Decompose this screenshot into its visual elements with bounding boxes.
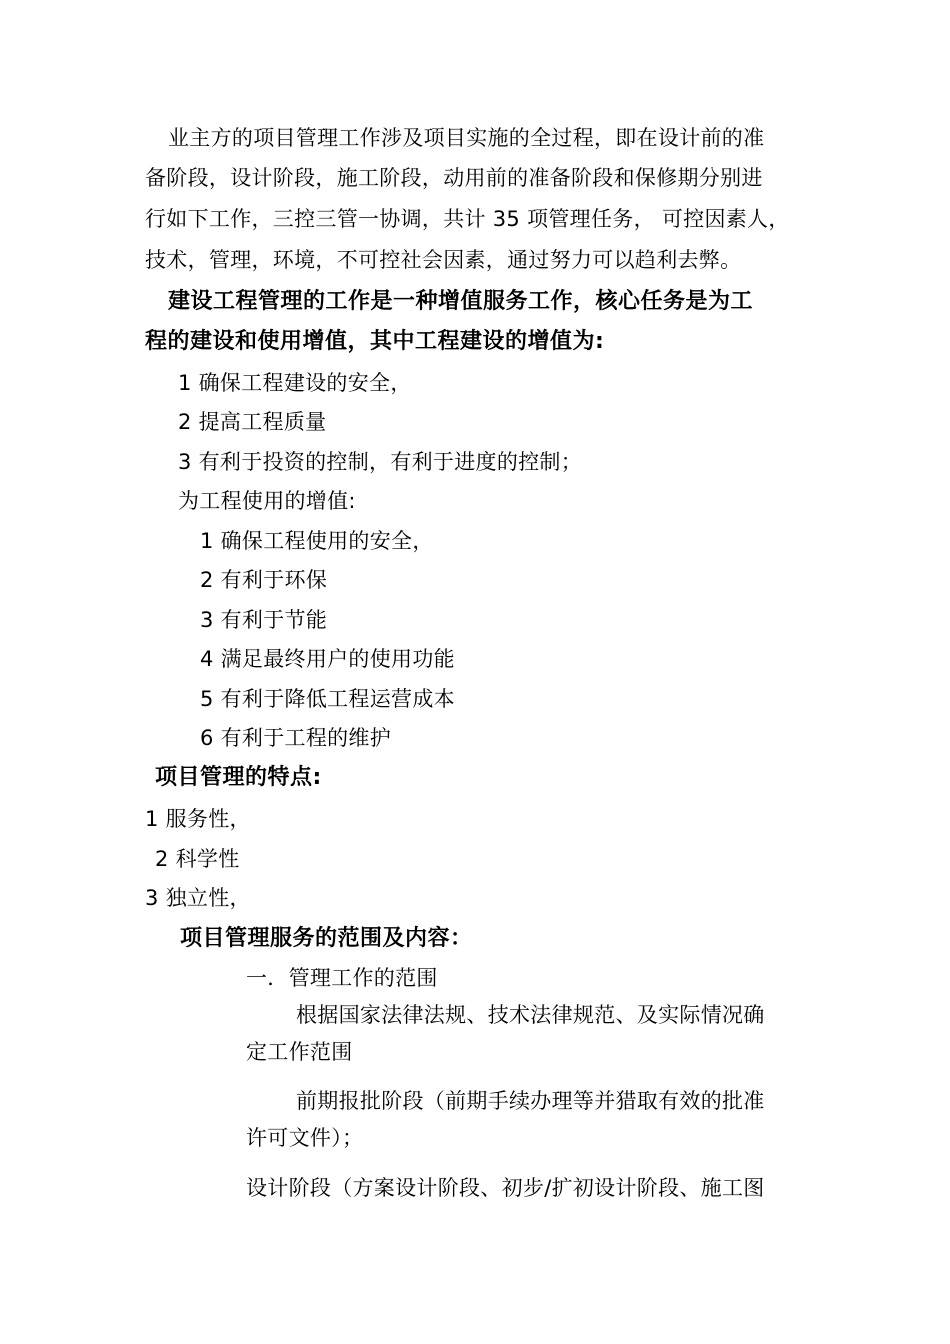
list-item: 1 确保工程建设的安全，: [178, 371, 412, 395]
list-item: 6 有利于工程的维护: [200, 726, 392, 750]
heading-value-added-line-2: 程的建设和使用增值，其中工程建设的增值为:: [145, 329, 605, 354]
scope-para-2-line-2: 许可文件）；: [246, 1126, 364, 1150]
scope-para-2-line-1: 前期报批阶段（前期手续办理等并猎取有效的批准: [296, 1089, 765, 1113]
scope-subheading: 一．管理工作的范围: [246, 966, 438, 990]
scope-para-1-line-2: 定工作范围: [246, 1040, 353, 1064]
list-item: 4 满足最终用户的使用功能: [200, 647, 455, 671]
scope-para-1-line-1: 根据国家法律法规、技术法律规范、及实际情况确: [296, 1003, 765, 1027]
list-item: 3 独立性，: [145, 886, 251, 910]
list-item: 1 服务性，: [145, 807, 251, 831]
list-item: 2 科学性: [155, 847, 240, 871]
intro-line-4: 技术，管理，环境，不可控社会因素，通过努力可以趋利去弊。: [145, 248, 742, 272]
list-item: 1 确保工程使用的安全，: [200, 529, 434, 553]
scope-heading: 项目管理服务的范围及内容：: [180, 926, 473, 951]
list-item: 3 有利于节能: [200, 608, 328, 632]
heading-value-added-line-1: 建设工程管理的工作是一种增值服务工作，核心任务是为工: [168, 289, 754, 314]
intro-line-3: 行如下工作，三控三管一协调，共计 35 项管理任务， 可控因素人，: [145, 207, 790, 231]
use-value-heading: 为工程使用的增值:: [178, 489, 356, 513]
list-item: 2 有利于环保: [200, 568, 328, 592]
list-item: 3 有利于投资的控制，有利于进度的控制；: [178, 450, 583, 474]
scope-para-3-line-1: 设计阶段（方案设计阶段、初步/扩初设计阶段、施工图: [246, 1176, 765, 1200]
list-item: 2 提高工程质量: [178, 410, 327, 434]
list-item: 5 有利于降低工程运营成本: [200, 687, 455, 711]
intro-line-1: 业主方的项目管理工作涉及项目实施的全过程，即在设计前的准: [168, 126, 765, 150]
features-heading: 项目管理的特点:: [155, 765, 322, 790]
intro-line-2: 备阶段，设计阶段，施工阶段，动用前的准备阶段和保修期分别进: [145, 166, 763, 190]
